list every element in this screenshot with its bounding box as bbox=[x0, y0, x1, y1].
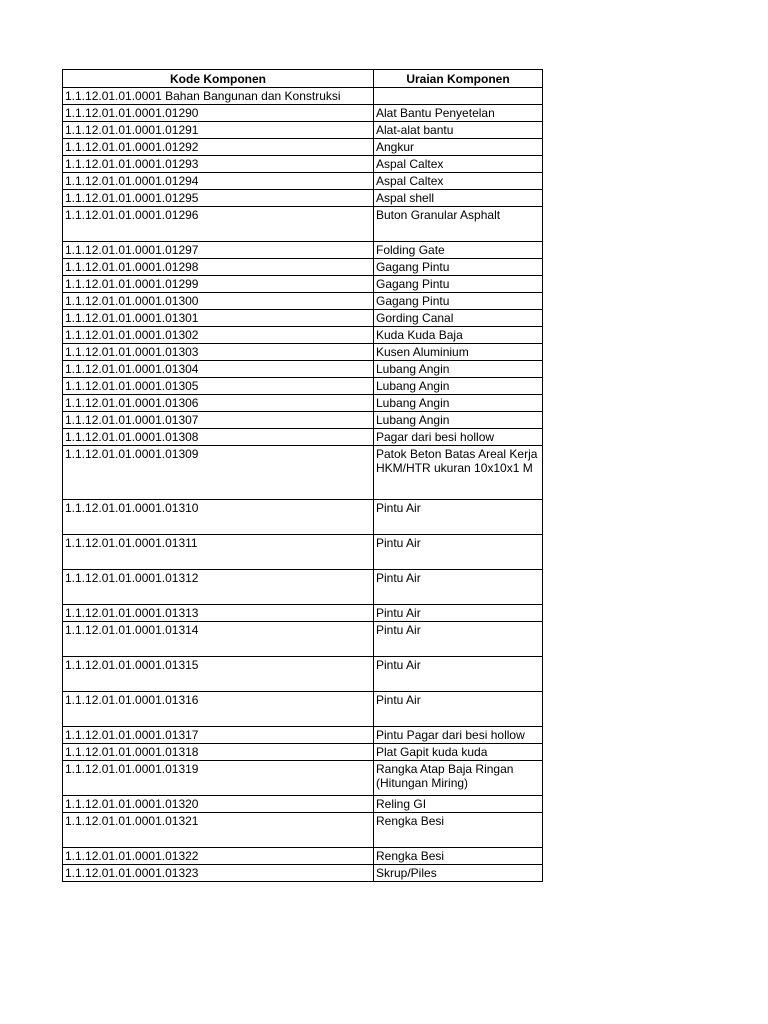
table-row bbox=[63, 139, 543, 156]
cell-kode-komponen: 1.1.12.01.01.0001.01305 bbox=[63, 378, 374, 395]
cell-kode-komponen: 1.1.12.01.01.0001.01310 bbox=[63, 500, 374, 535]
cell-uraian-komponen: Pintu Air bbox=[374, 657, 543, 692]
table-row bbox=[63, 122, 543, 139]
cell-uraian-komponen: Pintu Air bbox=[374, 535, 543, 570]
table-row bbox=[63, 570, 543, 605]
cell-kode-komponen: 1.1.12.01.01.0001.01298 bbox=[63, 259, 374, 276]
cell-kode-komponen: 1.1.12.01.01.0001.01302 bbox=[63, 327, 374, 344]
cell-kode-komponen: 1.1.12.01.01.0001.01316 bbox=[63, 692, 374, 727]
table-row bbox=[63, 500, 543, 535]
cell-kode-komponen: 1.1.12.01.01.0001.01295 bbox=[63, 190, 374, 207]
cell-kode-komponen: 1.1.12.01.01.0001.01320 bbox=[63, 796, 374, 813]
cell-kode-komponen: 1.1.12.01.01.0001.01323 bbox=[63, 865, 374, 882]
cell-uraian-komponen: Angkur bbox=[374, 139, 543, 156]
cell-kode-komponen: 1.1.12.01.01.0001.01304 bbox=[63, 361, 374, 378]
cell-uraian-komponen: Rengka Besi bbox=[374, 848, 543, 865]
cell-uraian-komponen: Kuda Kuda Baja bbox=[374, 327, 543, 344]
cell-kode-komponen: 1.1.12.01.01.0001.01318 bbox=[63, 744, 374, 761]
table-row bbox=[63, 446, 543, 500]
table-row bbox=[63, 744, 543, 761]
cell-uraian-komponen: Pintu Pagar dari besi hollow bbox=[374, 727, 543, 744]
cell-kode-komponen: 1.1.12.01.01.0001.01322 bbox=[63, 848, 374, 865]
component-table bbox=[62, 69, 543, 882]
cell-uraian-komponen: Folding Gate bbox=[374, 242, 543, 259]
cell-kode-komponen: 1.1.12.01.01.0001.01315 bbox=[63, 657, 374, 692]
cell-uraian-komponen: Alat Bantu Penyetelan bbox=[374, 105, 543, 122]
header-uraian-komponen: Uraian Komponen bbox=[374, 70, 543, 88]
cell-uraian-komponen: Pintu Air bbox=[374, 500, 543, 535]
cell-uraian-komponen: Alat-alat bantu bbox=[374, 122, 543, 139]
cell-uraian-komponen bbox=[374, 88, 543, 105]
cell-kode-komponen: 1.1.12.01.01.0001 Bahan Bangunan dan Konstruksi bbox=[63, 88, 374, 105]
cell-kode-komponen: 1.1.12.01.01.0001.01311 bbox=[63, 535, 374, 570]
table-row bbox=[63, 622, 543, 657]
cell-uraian-komponen: Pintu Air bbox=[374, 570, 543, 605]
table-row bbox=[63, 190, 543, 207]
table-row bbox=[63, 310, 543, 327]
table-row bbox=[63, 173, 543, 190]
cell-kode-komponen: 1.1.12.01.01.0001.01313 bbox=[63, 605, 374, 622]
cell-uraian-komponen: Reling GI bbox=[374, 796, 543, 813]
table-row bbox=[63, 88, 543, 105]
cell-kode-komponen: 1.1.12.01.01.0001.01314 bbox=[63, 622, 374, 657]
table-row bbox=[63, 378, 543, 395]
cell-kode-komponen: 1.1.12.01.01.0001.01297 bbox=[63, 242, 374, 259]
table-row bbox=[63, 865, 543, 882]
table-row bbox=[63, 327, 543, 344]
cell-uraian-komponen: Gagang Pintu bbox=[374, 276, 543, 293]
cell-kode-komponen: 1.1.12.01.01.0001.01309 bbox=[63, 446, 374, 500]
cell-uraian-komponen: Pintu Air bbox=[374, 692, 543, 727]
cell-kode-komponen: 1.1.12.01.01.0001.01292 bbox=[63, 139, 374, 156]
cell-kode-komponen: 1.1.12.01.01.0001.01303 bbox=[63, 344, 374, 361]
cell-uraian-komponen: Gagang Pintu bbox=[374, 293, 543, 310]
table-row bbox=[63, 293, 543, 310]
cell-uraian-komponen: Kusen Aluminium bbox=[374, 344, 543, 361]
cell-uraian-komponen: Skrup/Piles bbox=[374, 865, 543, 882]
cell-kode-komponen: 1.1.12.01.01.0001.01291 bbox=[63, 122, 374, 139]
table-row bbox=[63, 361, 543, 378]
cell-kode-komponen: 1.1.12.01.01.0001.01300 bbox=[63, 293, 374, 310]
table-row bbox=[63, 156, 543, 173]
table-row bbox=[63, 242, 543, 259]
cell-kode-komponen: 1.1.12.01.01.0001.01308 bbox=[63, 429, 374, 446]
table-row bbox=[63, 429, 543, 446]
cell-uraian-komponen: Gagang Pintu bbox=[374, 259, 543, 276]
table-row bbox=[63, 761, 543, 796]
table-row bbox=[63, 796, 543, 813]
cell-kode-komponen: 1.1.12.01.01.0001.01319 bbox=[63, 761, 374, 796]
cell-uraian-komponen: Patok Beton Batas Areal Kerja HKM/HTR ukuran 10x10x1 M bbox=[374, 446, 543, 500]
table-header-row bbox=[63, 70, 543, 88]
cell-uraian-komponen: Pintu Air bbox=[374, 622, 543, 657]
cell-kode-komponen: 1.1.12.01.01.0001.01296 bbox=[63, 207, 374, 242]
cell-uraian-komponen: Lubang Angin bbox=[374, 361, 543, 378]
table-row bbox=[63, 207, 543, 242]
cell-uraian-komponen: Pagar dari besi hollow bbox=[374, 429, 543, 446]
table-row bbox=[63, 813, 543, 848]
table-row bbox=[63, 105, 543, 122]
table-row bbox=[63, 344, 543, 361]
cell-uraian-komponen: Gording Canal bbox=[374, 310, 543, 327]
cell-uraian-komponen: Lubang Angin bbox=[374, 378, 543, 395]
table-row bbox=[63, 848, 543, 865]
cell-uraian-komponen: Aspal Caltex bbox=[374, 156, 543, 173]
table-row bbox=[63, 657, 543, 692]
cell-kode-komponen: 1.1.12.01.01.0001.01301 bbox=[63, 310, 374, 327]
cell-uraian-komponen: Rangka Atap Baja Ringan (Hitungan Miring) bbox=[374, 761, 543, 796]
cell-kode-komponen: 1.1.12.01.01.0001.01307 bbox=[63, 412, 374, 429]
cell-kode-komponen: 1.1.12.01.01.0001.01306 bbox=[63, 395, 374, 412]
table-row bbox=[63, 727, 543, 744]
table-row bbox=[63, 412, 543, 429]
cell-uraian-komponen: Aspal shell bbox=[374, 190, 543, 207]
cell-uraian-komponen: Lubang Angin bbox=[374, 412, 543, 429]
cell-uraian-komponen: Aspal Caltex bbox=[374, 173, 543, 190]
cell-uraian-komponen: Buton Granular Asphalt bbox=[374, 207, 543, 242]
cell-kode-komponen: 1.1.12.01.01.0001.01321 bbox=[63, 813, 374, 848]
table-row bbox=[63, 259, 543, 276]
table-row bbox=[63, 276, 543, 293]
cell-kode-komponen: 1.1.12.01.01.0001.01293 bbox=[63, 156, 374, 173]
table-row bbox=[63, 692, 543, 727]
cell-uraian-komponen: Lubang Angin bbox=[374, 395, 543, 412]
table-row bbox=[63, 535, 543, 570]
table-body bbox=[63, 88, 543, 882]
table-row bbox=[63, 605, 543, 622]
cell-kode-komponen: 1.1.12.01.01.0001.01312 bbox=[63, 570, 374, 605]
cell-kode-komponen: 1.1.12.01.01.0001.01299 bbox=[63, 276, 374, 293]
cell-uraian-komponen: Pintu Air bbox=[374, 605, 543, 622]
cell-kode-komponen: 1.1.12.01.01.0001.01294 bbox=[63, 173, 374, 190]
header-kode-komponen: Kode Komponen bbox=[63, 70, 374, 88]
table-row bbox=[63, 395, 543, 412]
cell-uraian-komponen: Plat Gapit kuda kuda bbox=[374, 744, 543, 761]
cell-kode-komponen: 1.1.12.01.01.0001.01317 bbox=[63, 727, 374, 744]
cell-kode-komponen: 1.1.12.01.01.0001.01290 bbox=[63, 105, 374, 122]
cell-uraian-komponen: Rengka Besi bbox=[374, 813, 543, 848]
